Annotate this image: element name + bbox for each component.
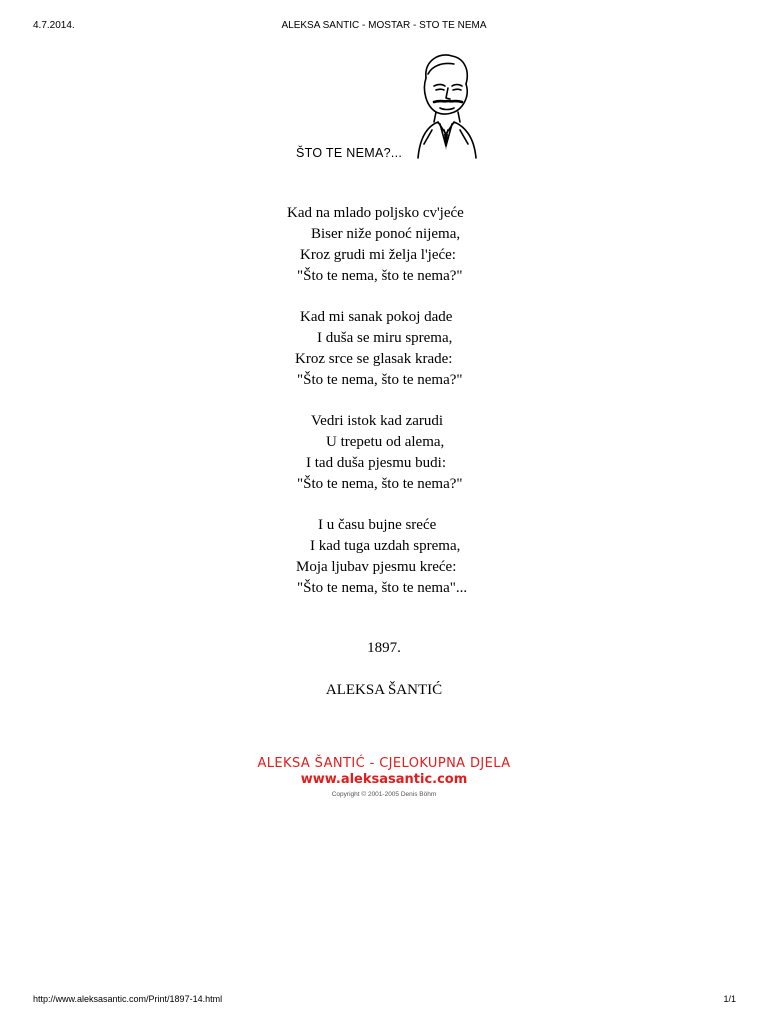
site-banner-title: ALEKSA ŠANTIĆ - CJELOKUPNA DJELA <box>257 756 511 771</box>
poem-line: Moja ljubav pjesmu kreće: <box>296 559 457 575</box>
poem-line: "Što te nema, što te nema?" <box>297 372 463 388</box>
poem-line: I duša se miru sprema, <box>317 330 453 346</box>
poem-line: Vedri istok kad zarudi <box>311 413 444 429</box>
print-footer-url: http://www.aleksasantic.com/Print/1897-14.html <box>33 994 223 1004</box>
poem-line: I kad tuga uzdah sprema, <box>310 538 461 554</box>
poem-line: Kroz grudi mi želja l'jeće: <box>300 247 456 263</box>
poem-line: Biser niže ponoć nijema, <box>311 226 461 242</box>
poem-line: "Što te nema, što te nema?" <box>297 476 463 492</box>
poem-line: "Što te nema, što te nema"... <box>297 580 468 596</box>
poem-author: ALEKSA ŠANTIĆ <box>325 682 443 698</box>
site-banner-url[interactable]: www.aleksasantic.com <box>300 772 468 787</box>
poem-line: Kad mi sanak pokoj dade <box>300 309 453 325</box>
author-portrait <box>414 50 478 160</box>
poem-line: Kad na mlado poljsko cv'jeće <box>287 205 464 221</box>
site-copyright: Copyright © 2001-2005 Denis Böhm <box>331 791 437 798</box>
print-page-title: ALEKSA SANTIC - MOSTAR - STO TE NEMA <box>281 20 487 31</box>
poem-year: 1897. <box>367 640 401 656</box>
poem-line: I tad duša pjesmu budi: <box>306 455 446 471</box>
poem-title: ŠTO TE NEMA?... <box>296 146 403 160</box>
print-page-number: 1/1 <box>723 994 736 1004</box>
poem-line: I u času bujne sreće <box>318 517 437 533</box>
poem-line: Kroz srce se glasak krade: <box>295 351 453 367</box>
poem-line: U trepetu od alema, <box>326 434 445 450</box>
print-date: 4.7.2014. <box>33 20 75 31</box>
poem-line: "Što te nema, što te nema?" <box>297 268 463 284</box>
